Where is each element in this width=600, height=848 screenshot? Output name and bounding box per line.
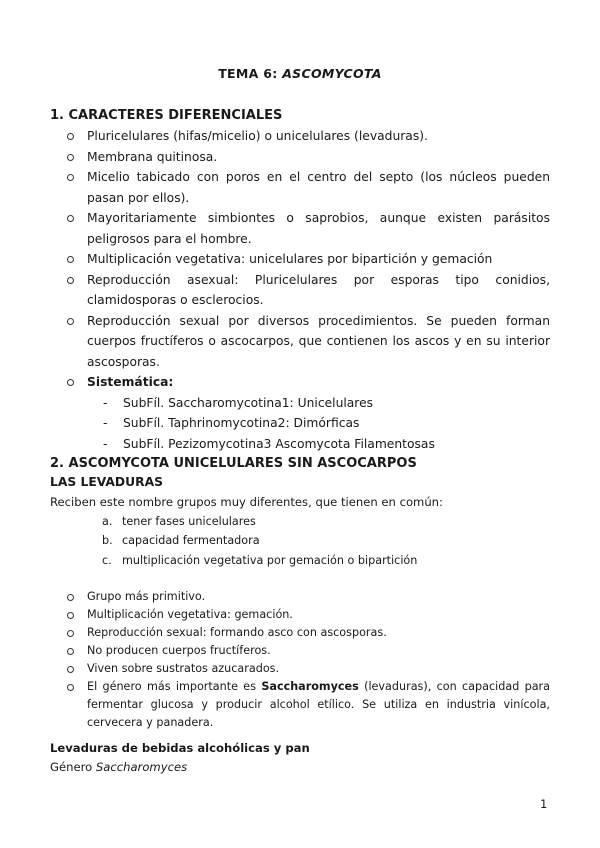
section2-heading: 2. ASCOMYCOTA UNICELULARES SIN ASCOCARPOS xyxy=(50,456,417,471)
saccharomyces-bold: Saccharomyces xyxy=(261,680,359,693)
lettered-item: b. capacidad fermentadora xyxy=(102,534,260,548)
list-item: Multiplicación vegetativa: unicelulares por bipartición y gemación xyxy=(66,249,550,270)
list-item: Viven sobre sustratos azucarados. xyxy=(66,660,550,678)
list-item-systematics xyxy=(66,372,550,454)
beverages-heading: Levaduras de bebidas alcohólicas y pan xyxy=(50,741,310,755)
genus-line: Género Saccharomyces xyxy=(50,760,188,774)
subphylum-item: - SubFíl. Taphrinomycotina2: Dimórficas xyxy=(87,413,550,434)
list-item: Reproducción sexual por diversos procedimientos. Se pueden forman cuerpos fructíferos o ascocarpos, que contienen los ascos y en su interior ascosporas. xyxy=(66,311,550,373)
page-title: TEMA 6: ASCOMYCOTA xyxy=(218,66,382,81)
lettered-item: a. tener fases unicelulares xyxy=(102,515,256,528)
genus-name: Saccharomyces xyxy=(95,760,188,774)
subphyla-list xyxy=(87,393,550,455)
list-item: Pluricelulares (hifas/micelio) o unicelulares (levaduras). xyxy=(66,126,550,147)
lettered-item: c. multiplicación vegetativa por gemación o bipartición xyxy=(102,553,418,567)
list-item-saccharomyces: El género más importante es Saccharomyces (levaduras), con capacidad para fermentar glucosa y producir alcohol etílico. Se utiliza en industria vinícola, cervecera y panadera. xyxy=(66,678,550,732)
subphylum-item: - SubFíl. Pezizomycotina3 Ascomycota Filamentosas xyxy=(87,434,550,455)
section2-subheading: LAS LEVADURAS xyxy=(50,475,163,489)
list-item: Reproducción sexual: formando asco con ascosporas. xyxy=(66,624,550,642)
section1-list xyxy=(66,126,550,454)
page-number: 1 xyxy=(540,797,548,811)
list-item: Multiplicación vegetativa: gemación. xyxy=(66,606,550,624)
list-item: No producen cuerpos fructíferos. xyxy=(66,642,550,660)
list-item: Micelio tabicado con poros en el centro del septo (los núcleos pueden pasan por ellos). xyxy=(66,167,550,208)
subphylum-item: - SubFíl. Saccharomycotina1: Unicelulares xyxy=(87,393,550,414)
section2-intro: Reciben este nombre grupos muy diferentes, que tienen en común: xyxy=(50,495,443,509)
systematics-label: Sistemática: xyxy=(87,375,174,389)
list-item: Reproducción asexual: Pluricelulares por esporas tipo conidios, clamidosporas o esclerocios. xyxy=(66,270,550,311)
list-item: Membrana quitinosa. xyxy=(66,147,550,168)
list-item: Mayoritariamente simbiontes o saprobios, aunque existen parásitos peligrosos para el hombre. xyxy=(66,208,550,249)
lettered-list xyxy=(102,512,417,570)
section1-heading: 1. CARACTERES DIFERENCIALES xyxy=(50,108,283,123)
title-name: ASCOMYCOTA xyxy=(282,66,382,81)
list-item: Grupo más primitivo. xyxy=(66,588,550,606)
section2-list xyxy=(66,588,550,732)
